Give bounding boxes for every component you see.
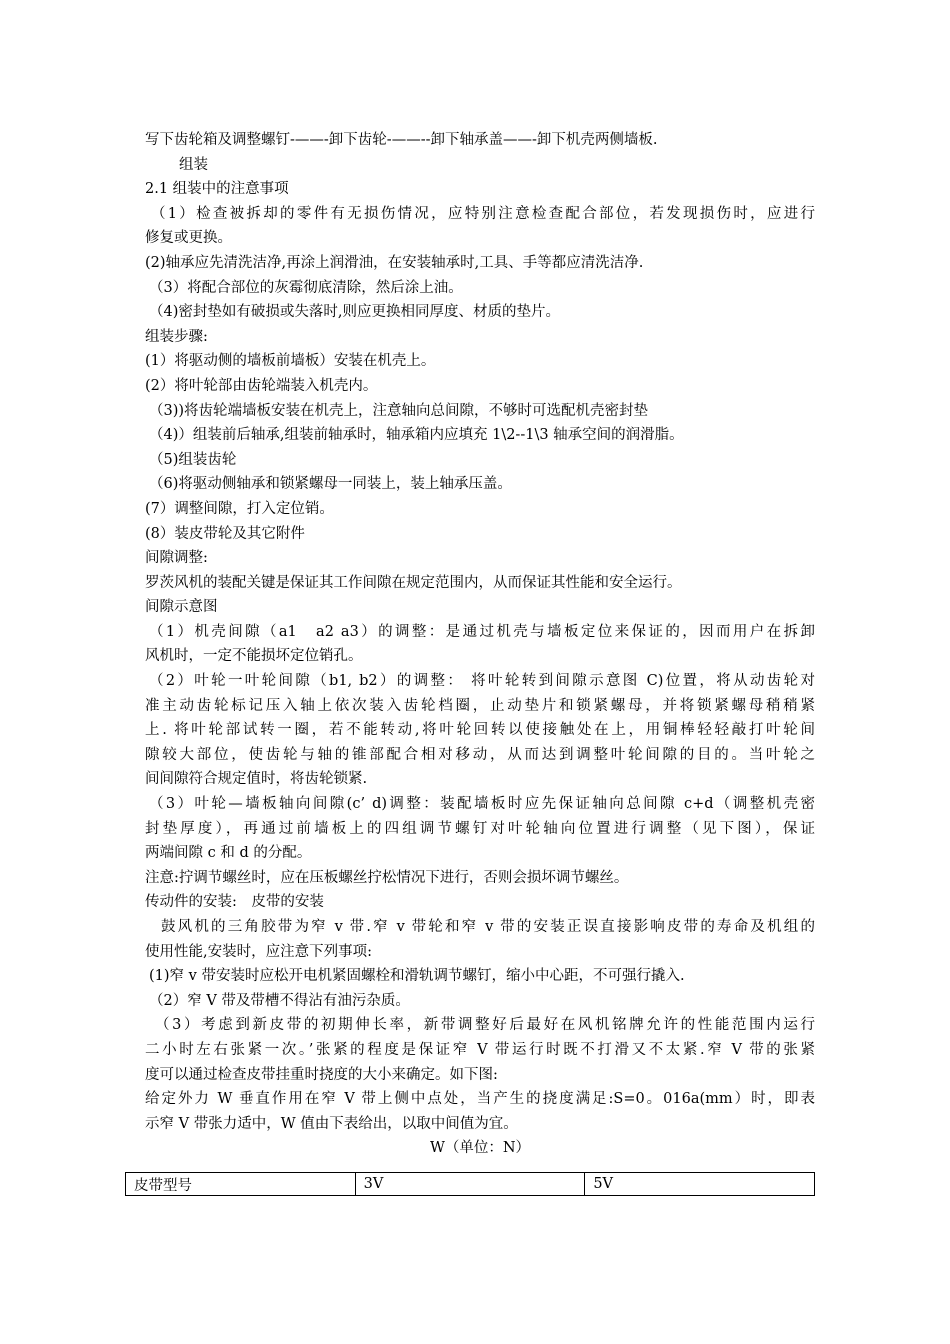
text-line: 写下齿轮箱及调整螺钉-——-卸下齿轮-——--卸下轴承盖——-卸下机壳两侧墙板. [145,132,658,148]
section-heading: 间隙示意图 [145,599,218,616]
text-line: （3）考虑到新皮带的初期伸长率，新带调整好后最好在风机铭牌允许的性能范围内运行 [155,1017,815,1034]
text-line: 注意:拧调节螺丝时，应在压板螺丝拧松情况下进行，否则会损坏调节螺丝。 [145,869,629,886]
text-line: (2）将叶轮部由齿轮端装入机壳内。 [145,377,378,394]
text-line: （2）窄 V 带及带槽不得沾有油污杂质。 [149,992,410,1009]
text-line: 二小时左右张紧一次。’张紧的程度是保证窄 V 带运行时既不打滑又不太紧.窄 V 带的张紧 [145,1041,815,1058]
section-heading: 传动件的安装: 皮带的安装 [145,894,324,911]
text-line: 给定外力 W 垂直作用在窄 V 带上侧中点处，当产生的挠度满足:S=0。016a(mm）时，即表 [145,1091,815,1108]
text-line: （4)密封垫如有破损或失落时,则应更换相同厚度、材质的垫片。 [149,304,560,321]
text-line: （5)组装齿轮 [149,451,237,468]
text-line: （3))将齿轮端墙板安装在机壳上，注意轴向总间隙，不够时可选配机壳密封垫 [149,402,649,419]
text-line: （6)将驱动侧轴承和锁紧螺母一同装上，装上轴承压盖。 [149,476,512,493]
table-cell: 皮带型号 [126,1173,356,1196]
text-line: 示窄 V 带张力适中，W 值由下表给出，以取中间值为宜。 [145,1115,518,1132]
text-line: 修复或更换。 [145,230,232,247]
text-line: （1）检查被拆却的零件有无损伤情况，应特别注意检查配合部位，若发现损伤时，应进行 [151,205,815,222]
text-line: 鼓风机的三角胶带为窄 v 带.窄 v 带轮和窄 v 带的安装正误直接影响皮带的寿命及机组的 [161,919,815,935]
text-line: (8）装皮带轮及其它附件 [145,525,305,542]
text-line: （3）将配合部位的灰霉彻底清除，然后涂上油。 [149,279,463,296]
text-line: （4)）组装前后轴承,组装前轴承时，轴承箱内应填充 1\2--1\3 轴承空间的润滑脂。 [149,427,684,444]
text-line: (2)轴承应先清洗洁净,再涂上润滑油，在安装轴承时,工具、手等都应清洗洁净. [145,254,644,271]
document-body [145,128,815,1161]
text-line: （2）叶轮一叶轮间隙（b1, b2）的调整： 将叶轮转到间隙示意图 C)位置，将从动齿轮对 [149,673,815,690]
text-line: （3）叶轮—墙板轴向间隙(c’ d)调整：装配墙板时应先保证轴向总间隙 c+d（调整机壳密 [149,796,815,813]
text-line: 隙较大部位，使齿轮与轴的锥部配合相对移动，从而达到调整叶轮间隙的目的。当叶轮之 [145,746,815,763]
table-cell: 5V [585,1173,815,1196]
text-line: (1）将驱动侧的墙板前墙板）安装在机壳上。 [145,353,436,370]
text-line: 上. 将叶轮部试转一圈，若不能转动,将叶轮回转以使接触处在上，用铜棒轻轻敲打叶轮间 [145,722,815,739]
text-line: （1）机壳间隙（a1 a2 a3）的调整：是通过机壳与墙板定位来保证的，因而用户在拆卸 [149,623,815,640]
text-line: (1)窄 v 带安装时应松开电机紧固螺栓和滑轨调节螺钉，缩小中心距，不可强行撬入. [149,968,685,985]
text-line: 风机时，一定不能损坏定位销孔。 [145,648,363,665]
section-heading: 2.1 组装中的注意事项 [145,181,289,198]
text-line: 使用性能,安装时，应注意下列事项: [145,943,372,960]
text-line: 封垫厚度），再通过前墙板上的四组调节螺钉对叶轮轴向位置进行调整（见下图），保证 [145,820,815,837]
table-cell: 3V [355,1173,585,1196]
text-line: 两端间隙 c 和 d 的分配。 [145,845,312,862]
belt-tension-table [125,1172,815,1196]
section-heading: 组装 [179,156,208,173]
section-heading: 间隙调整: [145,550,208,567]
text-line: 罗茨风机的装配关键是保证其工作间隙在规定范围内，从而保证其性能和安全运行。 [145,574,682,591]
table-row [126,1173,815,1196]
text-line: (7）调整间隙，打入定位销。 [145,500,334,517]
text-line: 准主动齿轮标记压入轴上依次装入齿轮档圈，止动垫片和锁紧螺母，并将锁紧螺母稍稍紧 [145,697,815,714]
section-heading: 组装步骤: [145,328,208,345]
text-line: 度可以通过检查皮带挂重时挠度的大小来确定。如下图: [145,1066,498,1083]
text-line: 间间隙符合规定值时，将齿轮锁紧. [145,771,368,788]
table-caption: W（单位：N） [429,1140,531,1157]
